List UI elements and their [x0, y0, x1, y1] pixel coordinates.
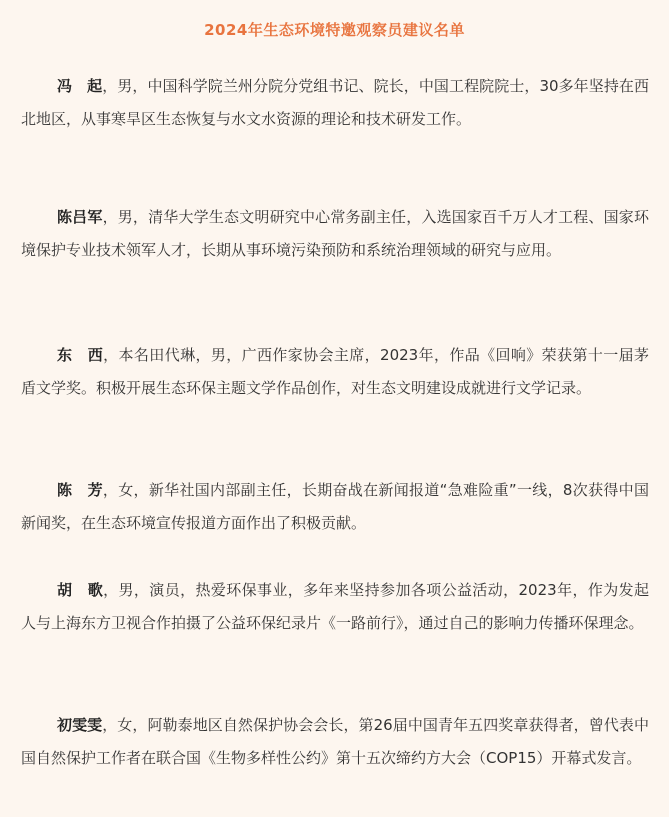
nominee-name: 东 西: [57, 346, 104, 364]
nominee-name: 陈 芳: [57, 481, 103, 499]
nominee-description: ，男，清华大学生态文明研究中心常务副主任，入选国家百千万人才工程、国家环境保护专业技术领军人才，长期从事环境污染预防和系统治理领域的研究与应用。: [21, 208, 649, 259]
nominee-description: ，男，中国科学院兰州分院分党组书记、院长，中国工程院院士，30多年坚持在西北地区，从事寒旱区生态恢复与水文水资源的理论和技术研发工作。: [21, 77, 649, 128]
page-title: 2024年生态环境特邀观察员建议名单: [204, 21, 465, 39]
nominee-name: 胡 歌: [57, 581, 104, 599]
nominee-entry: [21, 709, 649, 775]
nominee-description: ，女，新华社国内部副主任，长期奋战在新闻报道“急难险重”一线，8次获得中国新闻奖，在生态环境宣传报道方面作出了积极贡献。: [21, 481, 649, 532]
nominee-name: 冯 起: [57, 77, 103, 95]
nominee-name: 陈吕军: [57, 208, 103, 226]
nominee-description: ，本名田代琳，男，广西作家协会主席，2023年，作品《回响》荣获第十一届茅盾文学奖。积极开展生态环保主题文学作品创作，对生态文明建设成就进行文学记录。: [21, 346, 649, 397]
nominee-name: 初雯雯: [57, 716, 103, 734]
nominee-entry: [21, 574, 649, 640]
nominee-entry: [21, 339, 649, 405]
nominee-description: ，男，演员，热爱环保事业，多年来坚持参加各项公益活动，2023年，作为发起人与上海东方卫视合作拍摄了公益环保纪录片《一路前行》，通过自己的影响力传播环保理念。: [21, 581, 649, 632]
nominee-entry: [21, 70, 649, 136]
nominee-entry: [21, 201, 649, 267]
nominee-description: ，女，阿勒泰地区自然保护协会会长，第26届中国青年五四奖章获得者，曾代表中国自然保护工作者在联合国《生物多样性公约》第十五次缔约方大会（COP15）开幕式发言。: [21, 716, 649, 767]
nominee-entry: [21, 474, 649, 540]
